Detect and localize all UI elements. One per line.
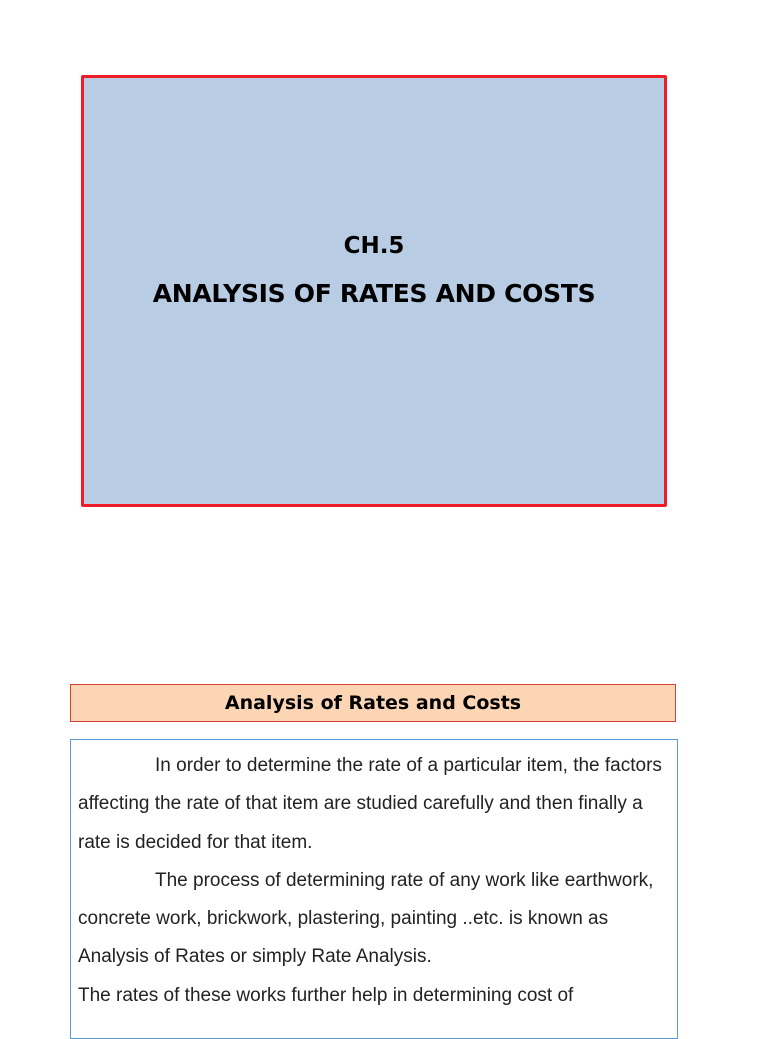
chapter-number: CH.5 bbox=[343, 233, 405, 259]
section-heading: Analysis of Rates and Costs bbox=[224, 692, 522, 714]
paragraph-cost-determination: The rates of these works further help in determining cost of bbox=[78, 984, 574, 1006]
section-heading-box bbox=[70, 684, 676, 722]
chapter-cover-box bbox=[81, 75, 667, 507]
chapter-title: ANALYSIS OF RATES AND COSTS bbox=[152, 279, 596, 308]
paragraph-rate-analysis-definition: The process of determining rate of any work like earthwork, concrete work, brickwork, plastering, painting ..etc. is known as Analysis of Rates or simply Rate Analysis. bbox=[78, 869, 654, 968]
paragraph-rate-determination: In order to determine the rate of a particular item, the factors affecting the rate of that item are studied carefully and then finally a rate is decided for that item. bbox=[78, 755, 662, 853]
body-text-box bbox=[70, 739, 678, 1039]
